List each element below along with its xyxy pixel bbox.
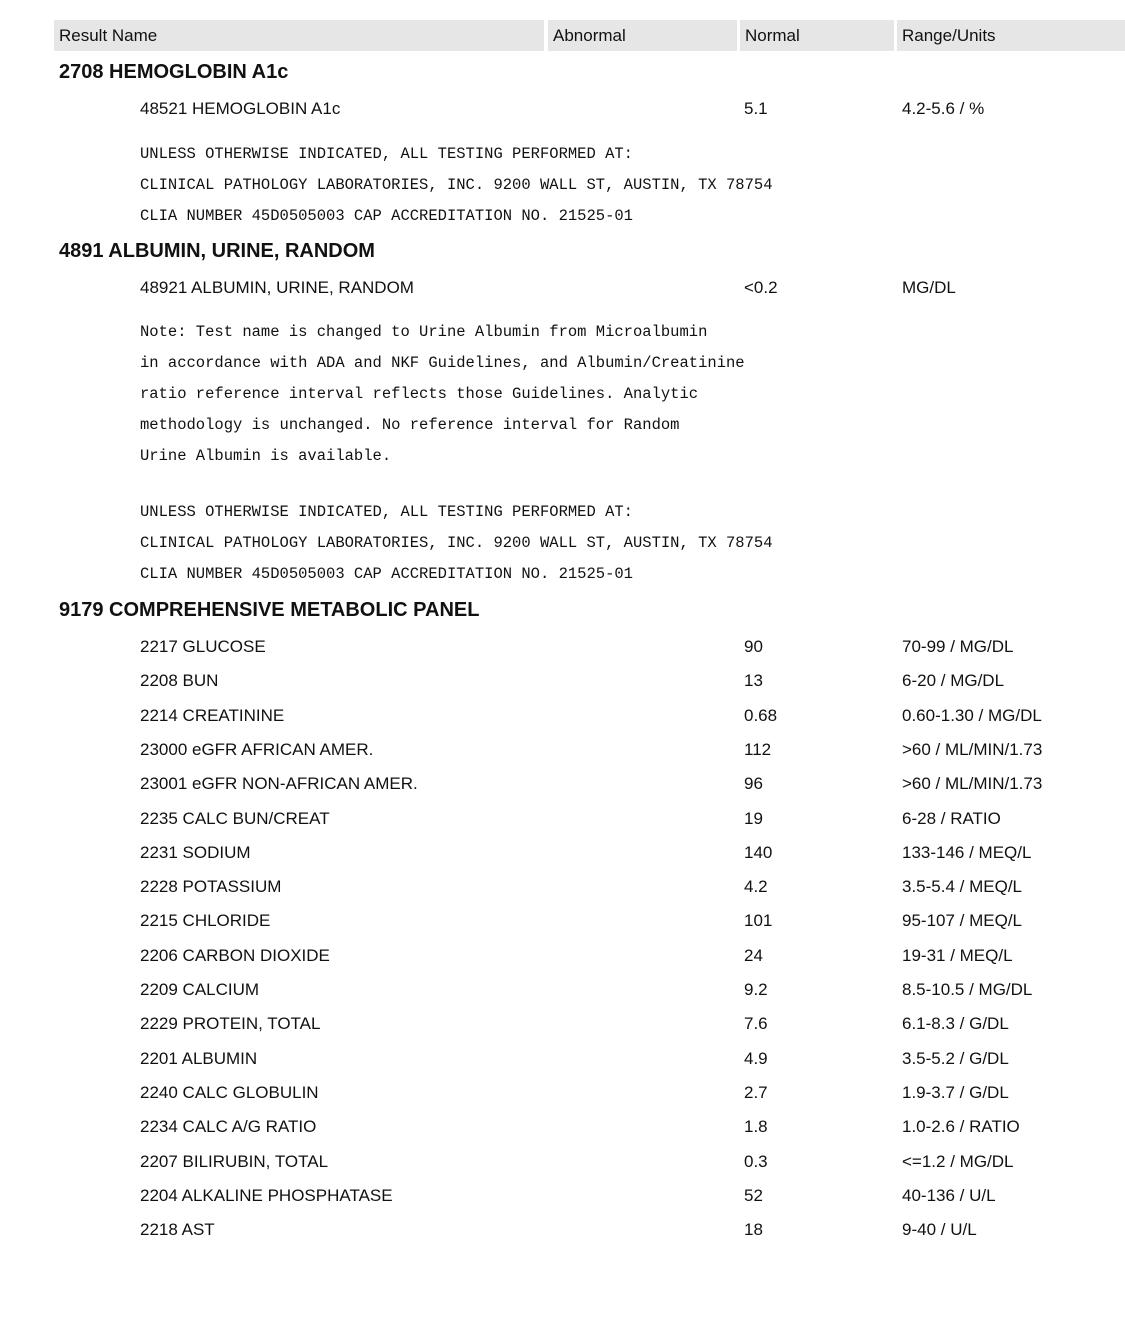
lab-note-line: ratio reference interval reflects those Guidelines. Analytic — [140, 385, 699, 403]
result-row — [0, 911, 1125, 933]
result-name: 2201 ALBUMIN — [140, 1048, 258, 1068]
result-name: 2209 CALCIUM — [140, 980, 260, 999]
result-range-units: 3.5-5.2 / G/DL — [902, 1048, 1009, 1068]
lab-note-line: UNLESS OTHERWISE INDICATED, ALL TESTING PERFORMED AT: — [140, 145, 633, 163]
result-normal-value: 5.1 — [744, 99, 768, 118]
result-normal-value: 140 — [744, 842, 773, 862]
result-row — [0, 1186, 1125, 1208]
result-name: 48521 HEMOGLOBIN A1c — [140, 99, 341, 118]
column-header-abnormal: Abnormal — [548, 20, 737, 51]
result-range-units: 1.9-3.7 / G/DL — [902, 1082, 1009, 1102]
result-normal-value: 18 — [744, 1220, 763, 1240]
result-range-units: <=1.2 / MG/DL — [902, 1151, 1014, 1171]
result-range-units: 95-107 / MEQ/L — [902, 911, 1023, 931]
result-row — [0, 1117, 1125, 1139]
result-normal-value: 0.3 — [744, 1151, 768, 1171]
result-row — [0, 637, 1125, 659]
result-range-units: 133-146 / MEQ/L — [902, 842, 1032, 862]
column-header-range-units: Range/Units — [897, 20, 1125, 51]
result-range-units: 6-28 / RATIO — [902, 808, 1001, 828]
result-name: 2229 PROTEIN, TOTAL — [140, 1014, 321, 1034]
result-normal-value: 24 — [744, 945, 763, 965]
result-range-units: MG/DL — [902, 278, 956, 297]
result-normal-value: 90 — [744, 637, 763, 656]
result-name: 2207 BILIRUBIN, TOTAL — [140, 1151, 329, 1171]
result-range-units: 4.2-5.6 / % — [902, 99, 985, 118]
result-normal-value: 19 — [744, 808, 763, 828]
result-range-units: 6.1-8.3 / G/DL — [902, 1014, 1009, 1034]
result-row — [0, 740, 1125, 762]
lab-note-line: methodology is unchanged. No reference interval for Random — [140, 416, 680, 434]
result-normal-value: 9.2 — [744, 980, 768, 999]
lab-note-line: in accordance with ADA and NKF Guidelines, and Albumin/Creatinine — [140, 354, 745, 372]
result-row — [0, 706, 1125, 728]
result-name: 23001 eGFR NON-AFRICAN AMER. — [140, 774, 418, 794]
result-name: 2217 GLUCOSE — [140, 637, 266, 656]
result-normal-value: 2.7 — [744, 1082, 768, 1102]
section-title: 2708 HEMOGLOBIN A1c — [59, 61, 289, 83]
result-name: 48921 ALBUMIN, URINE, RANDOM — [140, 278, 414, 297]
result-range-units: 8.5-10.5 / MG/DL — [902, 980, 1033, 999]
result-normal-value: 4.2 — [744, 877, 768, 897]
result-name: 2214 CREATININE — [140, 705, 285, 725]
result-row — [0, 843, 1125, 865]
result-row — [0, 809, 1125, 831]
lab-note-line: CLIA NUMBER 45D0505003 CAP ACCREDITATION NO. 21525-01 — [140, 207, 633, 225]
column-header-normal: Normal — [740, 20, 894, 51]
result-row — [0, 774, 1125, 796]
result-row — [0, 1220, 1125, 1242]
result-normal-value: 4.9 — [744, 1048, 768, 1068]
result-range-units: 6-20 / MG/DL — [902, 671, 1005, 691]
result-range-units: 3.5-5.4 / MEQ/L — [902, 877, 1022, 897]
result-range-units: >60 / ML/MIN/1.73 — [902, 774, 1043, 794]
result-normal-value: 0.68 — [744, 705, 778, 725]
result-row — [0, 877, 1125, 899]
result-range-units: >60 / ML/MIN/1.73 — [902, 739, 1043, 759]
result-name: 2240 CALC GLOBULIN — [140, 1082, 319, 1102]
result-name: 2234 CALC A/G RATIO — [140, 1117, 317, 1137]
result-row — [0, 99, 1125, 121]
result-name: 2231 SODIUM — [140, 842, 251, 862]
lab-note-line: Urine Albumin is available. — [140, 447, 392, 465]
lab-note-line: UNLESS OTHERWISE INDICATED, ALL TESTING PERFORMED AT: — [140, 503, 633, 521]
lab-note-line: CLIA NUMBER 45D0505003 CAP ACCREDITATION NO. 21525-01 — [140, 565, 633, 583]
result-row — [0, 1014, 1125, 1036]
result-row — [0, 946, 1125, 968]
result-name: 23000 eGFR AFRICAN AMER. — [140, 739, 374, 759]
result-row — [0, 1152, 1125, 1174]
result-name: 2206 CARBON DIOXIDE — [140, 945, 330, 965]
result-row — [0, 1049, 1125, 1071]
lab-note-line: CLINICAL PATHOLOGY LABORATORIES, INC. 9200 WALL ST, AUSTIN, TX 78754 — [140, 534, 773, 552]
result-name: 2235 CALC BUN/CREAT — [140, 808, 330, 828]
result-name: 2215 CHLORIDE — [140, 911, 271, 931]
result-normal-value: 52 — [744, 1185, 763, 1205]
result-range-units: 70-99 / MG/DL — [902, 637, 1014, 656]
result-normal-value: 101 — [744, 911, 773, 931]
lab-note-line: CLINICAL PATHOLOGY LABORATORIES, INC. 9200 WALL ST, AUSTIN, TX 78754 — [140, 176, 773, 194]
result-normal-value: 7.6 — [744, 1014, 768, 1034]
result-normal-value: 1.8 — [744, 1117, 768, 1137]
result-range-units: 1.0-2.6 / RATIO — [902, 1117, 1020, 1137]
column-header-result-name: Result Name — [54, 20, 544, 51]
results-table-header — [54, 20, 1125, 51]
lab-note-line: Note: Test name is changed to Urine Albumin from Microalbumin — [140, 323, 708, 341]
result-range-units: 9-40 / U/L — [902, 1220, 977, 1240]
section-title: 9179 COMPREHENSIVE METABOLIC PANEL — [59, 599, 480, 621]
result-name: 2228 POTASSIUM — [140, 877, 282, 897]
result-row — [0, 980, 1125, 1002]
result-name: 2208 BUN — [140, 671, 219, 691]
result-range-units: 40-136 / U/L — [902, 1185, 996, 1205]
result-normal-value: 112 — [744, 739, 772, 759]
result-normal-value: 96 — [744, 774, 763, 794]
result-normal-value: 13 — [744, 671, 763, 691]
result-name: 2204 ALKALINE PHOSPHATASE — [140, 1185, 393, 1205]
section-title: 4891 ALBUMIN, URINE, RANDOM — [59, 240, 375, 262]
result-range-units: 19-31 / MEQ/L — [902, 945, 1013, 965]
result-row — [0, 278, 1125, 300]
result-row — [0, 671, 1125, 693]
result-name: 2218 AST — [140, 1220, 215, 1240]
result-normal-value: <0.2 — [744, 278, 778, 297]
result-row — [0, 1083, 1125, 1105]
result-range-units: 0.60-1.30 / MG/DL — [902, 705, 1042, 725]
